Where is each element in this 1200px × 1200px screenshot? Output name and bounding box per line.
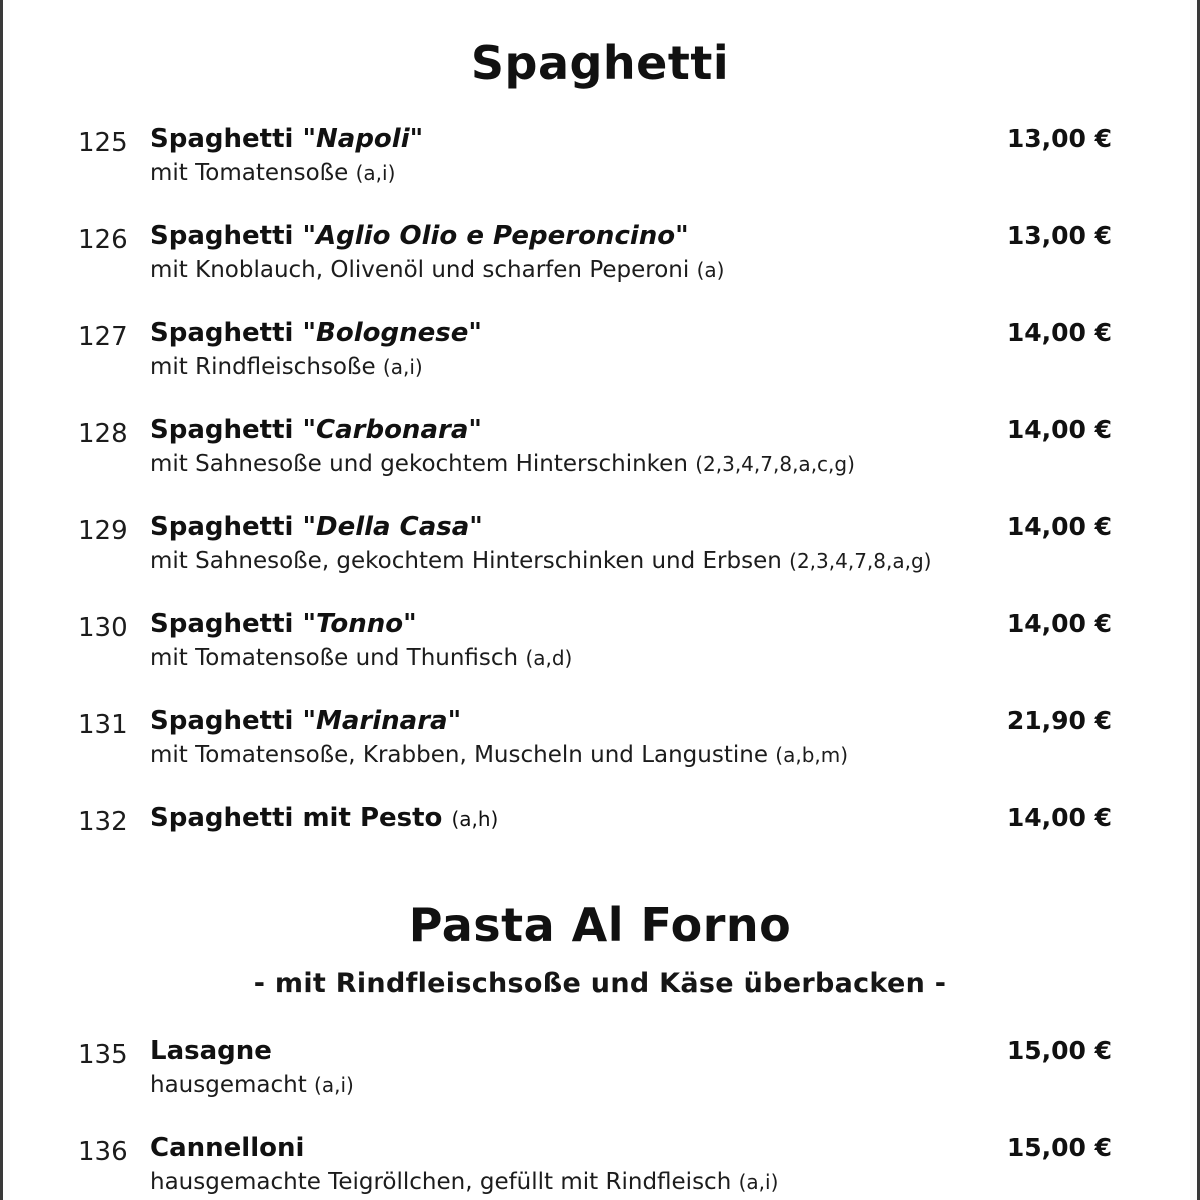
section-title-spaghetti: Spaghetti	[470, 36, 730, 90]
item-title	[150, 609, 417, 639]
item-prefix: Spaghetti	[150, 415, 303, 445]
item-description-text: hausgemachte Teigröllchen, gefüllt mit Rindfleisch	[150, 1169, 739, 1195]
item-prefix: Spaghetti	[150, 124, 303, 154]
item-number: 127	[78, 322, 128, 352]
item-name: "Carbonara"	[302, 415, 482, 445]
item-title	[150, 318, 482, 348]
item-name: "Tonno"	[302, 609, 417, 639]
menu-item	[0, 124, 1200, 194]
item-description	[150, 354, 423, 380]
menu-item	[0, 1036, 1200, 1106]
item-description	[150, 1072, 354, 1098]
menu-item	[0, 803, 1200, 873]
item-price: 15,00 €	[1006, 1036, 1112, 1065]
item-description	[150, 742, 848, 768]
item-description	[150, 645, 572, 671]
item-title	[150, 512, 483, 542]
menu-item	[0, 609, 1200, 679]
item-title	[150, 803, 498, 833]
item-title	[150, 1036, 272, 1066]
item-prefix: Spaghetti	[150, 609, 303, 639]
item-number: 125	[78, 128, 128, 158]
menu-item	[0, 1133, 1200, 1200]
item-number: 132	[78, 807, 128, 837]
item-price: 14,00 €	[1006, 512, 1112, 541]
item-description-allergens: (a)	[696, 258, 725, 282]
item-description-text: hausgemacht	[150, 1072, 315, 1098]
item-number: 128	[78, 419, 128, 449]
item-title	[150, 415, 482, 445]
item-allergens: (a,h)	[451, 807, 499, 831]
item-description	[150, 451, 855, 477]
item-prefix: Lasagne	[150, 1036, 272, 1066]
item-price: 13,00 €	[1006, 221, 1112, 250]
section-title-pasta-al-forno: Pasta Al Forno	[408, 898, 792, 952]
item-description-allergens: (a,i)	[314, 1073, 354, 1097]
item-name: "Napoli"	[302, 124, 424, 154]
item-title	[150, 124, 423, 154]
item-prefix: Cannelloni	[150, 1133, 305, 1163]
item-price: 13,00 €	[1006, 124, 1112, 153]
item-description-text: mit Tomatensoße, Krabben, Muscheln und Langustine	[150, 742, 776, 768]
item-number: 136	[78, 1137, 128, 1167]
item-description	[150, 160, 395, 186]
item-name: "Della Casa"	[302, 512, 483, 542]
menu-item	[0, 512, 1200, 582]
item-price: 14,00 €	[1006, 415, 1112, 444]
item-number: 129	[78, 516, 128, 546]
item-price: 15,00 €	[1006, 1133, 1112, 1162]
item-description-text: mit Tomatensoße und Thunfisch	[150, 645, 526, 671]
item-prefix: Spaghetti	[150, 706, 303, 736]
item-description-allergens: (a,i)	[738, 1170, 779, 1194]
menu-item	[0, 221, 1200, 291]
item-prefix: Spaghetti	[150, 318, 303, 348]
item-title	[150, 1133, 304, 1163]
item-number: 130	[78, 613, 128, 643]
item-price: 21,90 €	[1006, 706, 1112, 735]
item-title	[150, 706, 461, 736]
item-description	[150, 257, 724, 283]
item-description	[150, 548, 931, 574]
item-description-allergens: (a,b,m)	[775, 743, 849, 767]
menu-item	[0, 318, 1200, 388]
item-prefix: Spaghetti	[150, 512, 303, 542]
item-price: 14,00 €	[1006, 803, 1112, 832]
item-price: 14,00 €	[1006, 318, 1112, 347]
menu-item	[0, 706, 1200, 776]
item-title	[150, 221, 689, 251]
item-description-allergens: (a,d)	[525, 646, 573, 670]
item-description	[150, 1169, 778, 1195]
item-price: 14,00 €	[1006, 609, 1112, 638]
item-description-text: mit Tomatensoße	[150, 160, 356, 186]
item-prefix: Spaghetti	[150, 221, 303, 251]
section-subtitle-pasta-al-forno: - mit Rindfleischsoße und Käse überbacken -	[253, 968, 947, 999]
menu-item	[0, 415, 1200, 485]
item-number: 126	[78, 225, 128, 255]
item-number: 135	[78, 1040, 128, 1070]
item-description-allergens: (2,3,4,7,8,a,g)	[789, 549, 932, 573]
item-description-text: mit Sahnesoße, gekochtem Hinterschinken und Erbsen	[150, 548, 790, 574]
item-description-text: mit Knoblauch, Olivenöl und scharfen Peperoni	[150, 257, 697, 283]
item-name: "Aglio Olio e Peperoncino"	[302, 221, 689, 251]
item-description-text: mit Sahnesoße und gekochtem Hinterschinken	[150, 451, 696, 477]
item-number: 131	[78, 710, 128, 740]
item-prefix: Spaghetti mit Pesto	[150, 803, 452, 833]
item-description-allergens: (a,i)	[382, 355, 423, 379]
item-name: "Marinara"	[302, 706, 462, 736]
item-description-allergens: (2,3,4,7,8,a,c,g)	[695, 452, 855, 476]
item-name: "Bolognese"	[302, 318, 482, 348]
item-description-allergens: (a,i)	[355, 161, 396, 185]
item-description-text: mit Rindfleischsoße	[150, 354, 383, 380]
